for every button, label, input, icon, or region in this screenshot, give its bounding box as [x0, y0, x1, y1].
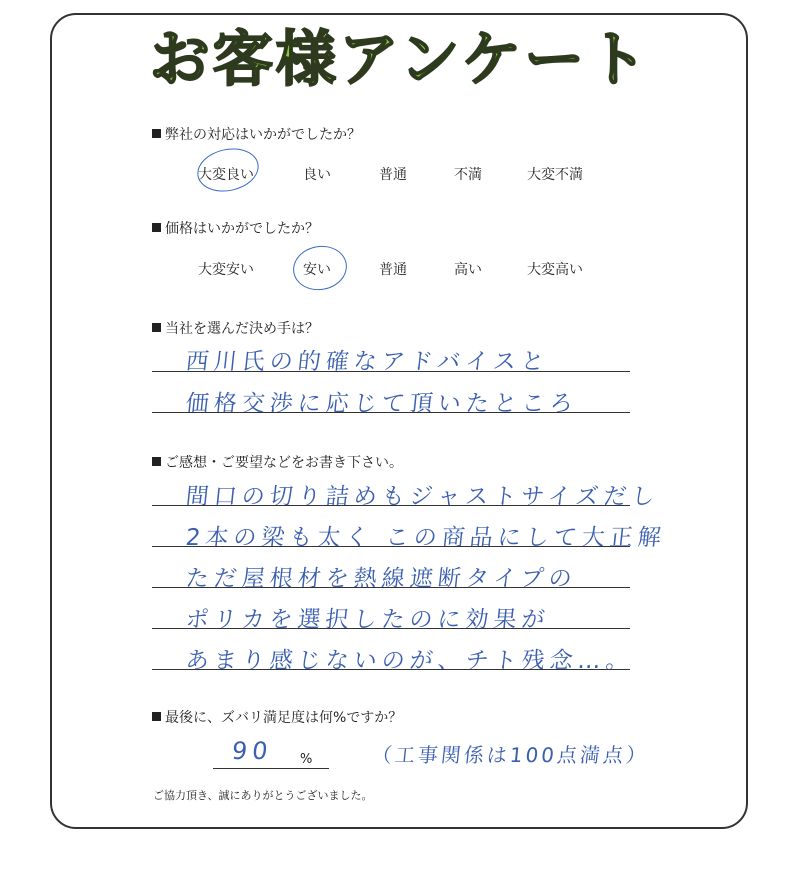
q2-option-5[interactable]: 大変高い	[527, 262, 583, 278]
question-2	[152, 218, 319, 238]
q1-option-2[interactable]: 良い	[303, 167, 331, 183]
question-3-text: 当社を選んだ決め手は？	[165, 321, 319, 337]
bullet-square-icon	[152, 457, 161, 466]
bullet-square-icon	[152, 223, 161, 232]
bullet-square-icon	[152, 129, 161, 138]
answer-rule	[152, 628, 630, 629]
answer-rule	[152, 505, 630, 506]
q3-answer-line: 西川氏の的確なアドバイスと	[184, 349, 551, 375]
answer-rule	[152, 587, 630, 588]
question-5-text: 最後に、ズバリ満足度は何%ですか？	[165, 710, 403, 726]
bullet-square-icon	[152, 323, 161, 332]
percent-unit: %	[300, 752, 313, 767]
question-4-text: ご感想・ご要望などをお書き下さい。	[165, 455, 403, 471]
q4-answer-line: ただ屋根材を熱線遮断タイプの	[184, 566, 578, 592]
q2-option-4[interactable]: 高い	[454, 262, 482, 278]
answer-rule	[152, 371, 630, 372]
q1-option-1[interactable]: 大変良い	[198, 167, 254, 183]
question-1-text: 弊社の対応はいかがでしたか？	[165, 127, 361, 143]
survey-title: お客様アンケート	[149, 25, 651, 95]
q4-answer-line: あまり感じないのが、チト残念…。	[184, 648, 636, 674]
question-5	[152, 707, 402, 727]
q4-answer-line: ポリカを選択したのに効果が	[184, 607, 551, 633]
question-1	[152, 124, 361, 144]
question-2-text: 価格はいかがでしたか？	[165, 221, 319, 237]
question-3	[152, 318, 319, 338]
q1-option-5[interactable]: 大変不満	[527, 167, 583, 183]
q3-answer-line: 価格交渉に応じて頂いたところ	[184, 391, 580, 417]
satisfaction-value[interactable]: 90	[230, 737, 275, 765]
satisfaction-underline	[213, 768, 329, 769]
answer-rule	[152, 669, 630, 670]
q4-answer-line: 2本の梁も太く この商品にして大正解	[184, 525, 668, 551]
thank-you-footer: ご協力頂き、誠にありがとうございました。	[153, 789, 373, 802]
question-4	[152, 452, 403, 472]
q2-option-1[interactable]: 大変安い	[198, 262, 254, 278]
bullet-square-icon	[152, 712, 161, 721]
answer-rule	[152, 546, 630, 547]
q1-option-3[interactable]: 普通	[379, 167, 407, 183]
answer-rule	[152, 412, 630, 413]
q2-option-2[interactable]: 安い	[303, 262, 331, 278]
satisfaction-note: （工事関係は100点満点）	[370, 743, 651, 767]
q2-option-3[interactable]: 普通	[379, 262, 407, 278]
q4-answer-line: 間口の切り詰めもジャストサイズだし	[184, 484, 661, 510]
q1-option-4[interactable]: 不満	[454, 167, 482, 183]
